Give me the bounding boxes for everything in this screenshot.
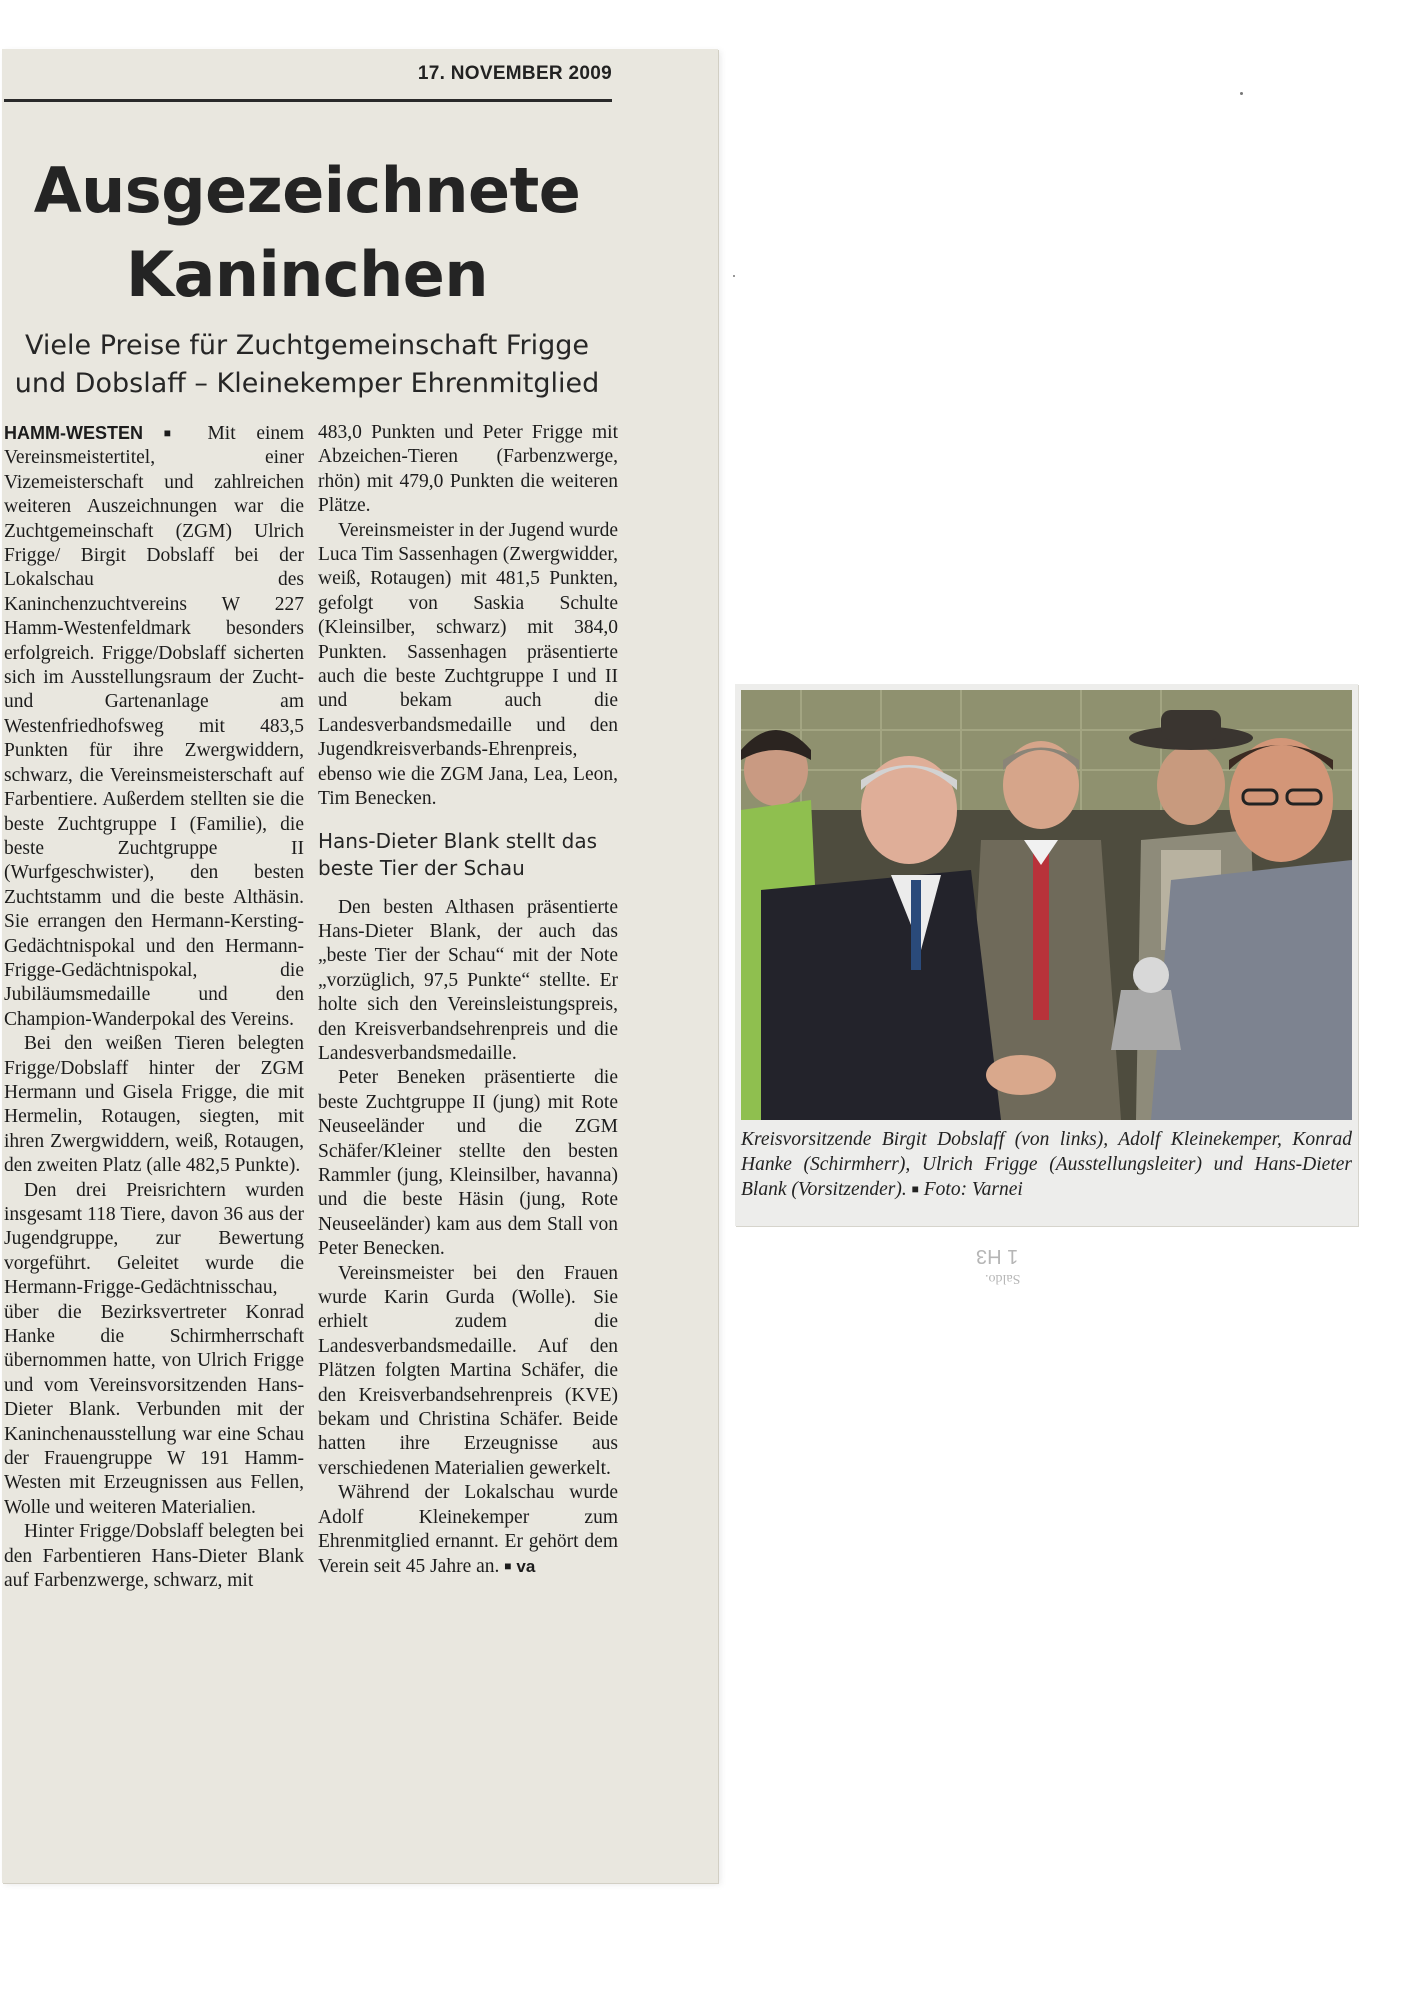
newspaper-clipping [2,49,718,1883]
subheadline: Viele Preise für Zuchtgemeinschaft Frigge und Dobslaff – Kleinekemper Ehrenmitglied [14,330,600,399]
bullet-square-icon: ■ [911,1182,919,1196]
paragraph: Peter Beneken präsentierte die beste Zuchtgruppe II (jung) mit Rote Neuseeländer und die ZGM Schäfer/Kleiner stellte den besten Rammler (jung, Kleinsilber, havanna) und die beste Häsin (jung, Rote Neuseeländer) kam aus dem Stall von Peter Benecken. [318,1067,618,1260]
photo-credit: Foto: Varnei [923,1179,1023,1200]
bleed-through-text: Saldo. [985,1271,1021,1286]
dateline: HAMM-WESTEN [4,423,143,443]
paragraph: Hinter Frigge/Dobslaff belegten bei den Farbentieren Hans-Dieter Blank auf Farbenzwerge, schwarz, mit [4,1521,304,1592]
photo-caption: Kreisvorsitzende Birgit Dobslaff (von links), Adolf Kleinekemper, Konrad Hanke (Schirmherr), Ulrich Frigge (Ausstellungsleiter) und Hans-Dieter Blank (Vorsitzender). ■ Foto: Varnei [741,1129,1352,1200]
paper-speck [1240,92,1243,95]
headline: Ausgezeichnete Kaninchen [33,154,581,311]
paragraph: HAMM-WESTEN ■ Mit einem Vereinsmeistertitel, einer Vizemeisterschaft und zahlreichen weiteren Auszeichnungen war die Zuchtgemeinschaft (ZGM) Ulrich Frigge/ Birgit Dobslaff bei der Lokalschau des Kaninchenzuchtvereins W 227 Hamm-Westenfeldmark besonders erfolgreich. Frigge/Dobslaff sicherten sich im Ausstellungsraum der Zucht- und Gartenanlage am Westenfriedhofsweg mit 483,5 Punkten für ihre Zwergwiddern, schwarz, die Vereinsmeisterschaft auf Farbentiere. Außerdem stellten sie die beste Zuchtgruppe I (Familie), die beste Zuchtgruppe II (Wurfgeschwister), den besten Zuchtstamm und die beste Althäsin. Sie errangen den Hermann-Kersting-Gedächtnispokal und den Hermann-Frigge-Gedächtnispokal, die Jubiläumsmedaille und den Champion-Wanderpokal des Vereins. [4,423,304,1030]
bullet-square-icon: ■ [163,426,187,440]
paragraph: Den besten Althasen präsentierte Hans-Dieter Blank, der auch das „beste Tier der Schau“ mit der Note „vorzüglich, 97,5 Punkte“ stellte. Er holte sich den Vereinsleistungspreis, den Kreisverbandsehrenpreis und die Landesverbandsmedaille. [318,896,618,1064]
issue-date: 17. NOVEMBER 2009 [417,63,612,84]
paper-speck [733,275,735,277]
author-signature: va [516,1557,536,1577]
paragraph: 483,0 Punkten und Peter Frigge mit Abzeichen-Tieren (Farbenzwerge, rhön) mit 479,0 Punkten die weiteren Plätze. [318,422,618,517]
bullet-square-icon: ■ [504,1559,512,1574]
photo-illustration [741,690,1352,1120]
paragraph: Vereinsmeister in der Jugend wurde Luca Tim Sassenhagen (Zwergwidder, weiß, Rotaugen) mit 481,5 Punkten, gefolgt von Saskia Schulte (Kleinsilber, schwarz) mit 384,0 Punkten. Sassenhagen präsentierte auch die beste Zuchtgruppe I und II und bekam auch die Landesverbandsmedaille und den Jugendkreisverbands-Ehrenpreis, ebenso wie die ZGM Jana, Lea, Leon, Tim Benecken. [318,519,618,810]
article-column-1 [4,421,304,1594]
photo-clipping [735,684,1358,1226]
interheadline: Hans-Dieter Blank stellt das beste Tier der Schau [318,828,597,880]
article-column-2 [318,421,618,1580]
group-photo [741,690,1352,1120]
paragraph: Vereinsmeister bei den Frauen wurde Karin Gurda (Wolle). Sie erhielt zudem die Landesverbandsmedaille. Auf den Plätzen folgten Martina Schäfer, die den Kreisverbandsehrenpreis (KVE) bekam und Christina Schäfer. Beide hatten ihre Erzeugnisse aus verschiedenen Materialien gewerkelt. [318,1262,618,1479]
paragraph: Bei den weißen Tieren belegten Frigge/Dobslaff hinter der ZGM Hermann und Gisela Frigge, die mit Hermelin, Rotaugen, siegten, mit ihren Zwergwiddern, weiß, Rotaugen, den zweiten Platz (alle 482,5 Punkte). [4,1033,304,1177]
paragraph: Den drei Preisrichtern wurden insgesamt 118 Tiere, davon 36 aus der Jugendgruppe, zur Bewertung vorgeführt. Geleitet wurde die Hermann-Frigge-Gedächtnisschau, über die Bezirksvertreter Konrad Hanke die Schirmherrschaft übernommen hatte, von Ulrich Frigge und vom Vereinsvorsitzenden Hans-Dieter Blank. Verbunden mit der Kaninchenausstellung war eine Schau der Frauengruppe W 191 Hamm-Westen mit Erzeugnissen aus Fellen, Wolle und weiteren Materialien. [4,1179,304,1518]
bleed-through-text: 1 H3 [976,1245,1019,1267]
header-rule [4,99,612,102]
paragraph: Während der Lokalschau wurde Adolf Kleinekemper zum Ehrenmitglied ernannt. Er gehört dem Verein seit 45 Jahre an. ■ va [318,1482,618,1578]
